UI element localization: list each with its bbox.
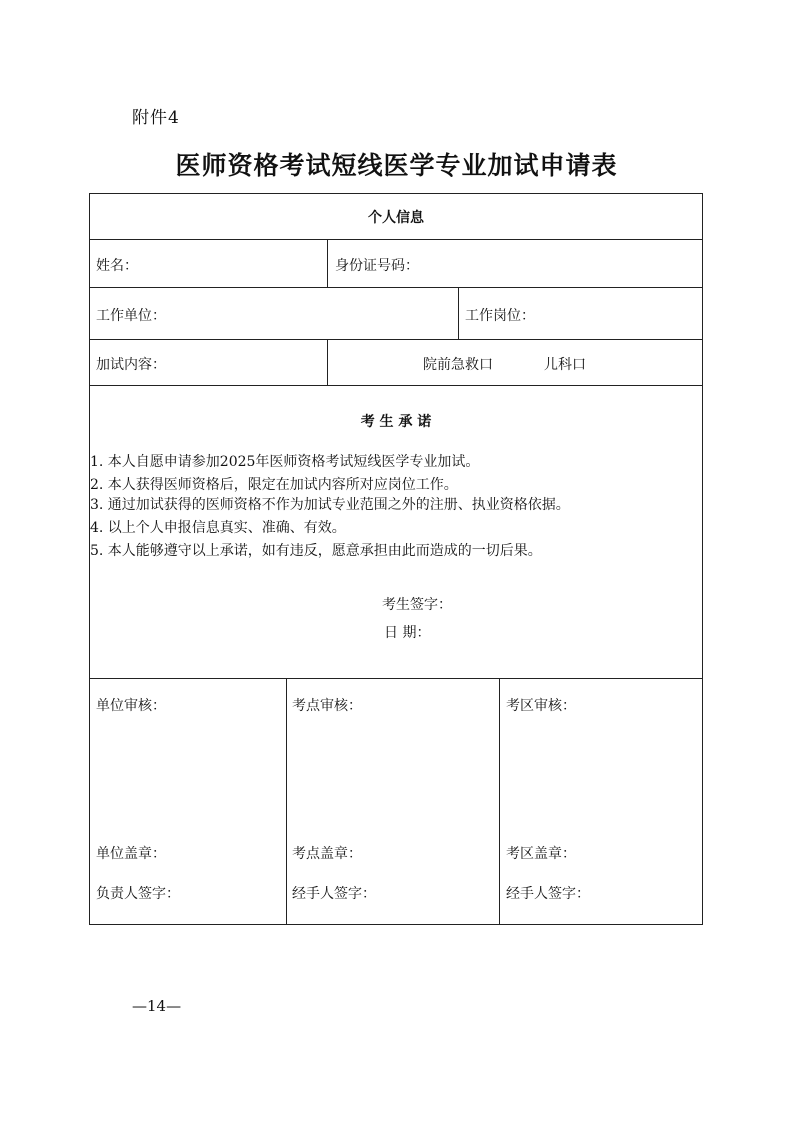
exam-content-label: 加试内容： (96, 357, 166, 373)
exam-district-review-label: 考区审核： (506, 698, 576, 714)
unit-review-label: 单位审核： (96, 698, 166, 714)
divider (90, 239, 702, 240)
unit-signature-field[interactable]: 负责人签字： (96, 886, 180, 902)
exam-site-seal-field[interactable]: 考点盖章： (292, 846, 362, 862)
form-title: 医师资格考试短线医学专业加试申请表 (175, 151, 618, 180)
annex-label: 附件4 (132, 108, 180, 128)
exam-district-signature-field[interactable]: 经手人签字： (506, 886, 590, 902)
position-field[interactable]: 工作岗位： (465, 308, 535, 324)
exam-site-review-label: 考点审核： (292, 698, 362, 714)
divider (499, 678, 500, 924)
id-number-field[interactable]: 身份证号码： (335, 258, 419, 274)
divider (327, 339, 328, 385)
pledge-item: 3. 通过加试获得的医师资格不作为加试专业范围之外的注册、执业资格依据。 (90, 497, 570, 513)
employer-field[interactable]: 工作单位： (96, 308, 166, 324)
pledge-item: 1. 本人自愿申请参加2025年医师资格考试短线医学专业加试。 (90, 454, 480, 470)
page-number: —14— (132, 997, 182, 1015)
pledge-heading: 考 生 承 诺 (360, 414, 432, 430)
divider (90, 339, 702, 340)
divider (90, 287, 702, 288)
pledge-item: 2. 本人获得医师资格后，限定在加试内容所对应岗位工作。 (90, 477, 458, 493)
pledge-item: 5. 本人能够遵守以上承诺，如有违反，愿意承担由此而造成的一切后果。 (90, 543, 542, 559)
application-form (89, 193, 703, 925)
exam-site-signature-field[interactable]: 经手人签字： (292, 886, 376, 902)
date-field[interactable]: 日 期： (384, 625, 431, 641)
option-prehospital-emergency[interactable]: 院前急救口 (423, 357, 493, 373)
divider (90, 678, 702, 679)
candidate-signature-field[interactable]: 考生签字： (382, 597, 452, 613)
exam-district-seal-field[interactable]: 考区盖章： (506, 846, 576, 862)
option-pediatrics[interactable]: 儿科口 (544, 357, 586, 373)
personal-info-heading: 个人信息 (368, 210, 424, 226)
divider (286, 678, 287, 924)
divider (458, 287, 459, 339)
pledge-item: 4. 以上个人申报信息真实、准确、有效。 (90, 520, 346, 536)
divider (327, 239, 328, 287)
unit-seal-field[interactable]: 单位盖章： (96, 846, 166, 862)
name-field[interactable]: 姓名： (96, 258, 138, 274)
divider (90, 385, 702, 386)
